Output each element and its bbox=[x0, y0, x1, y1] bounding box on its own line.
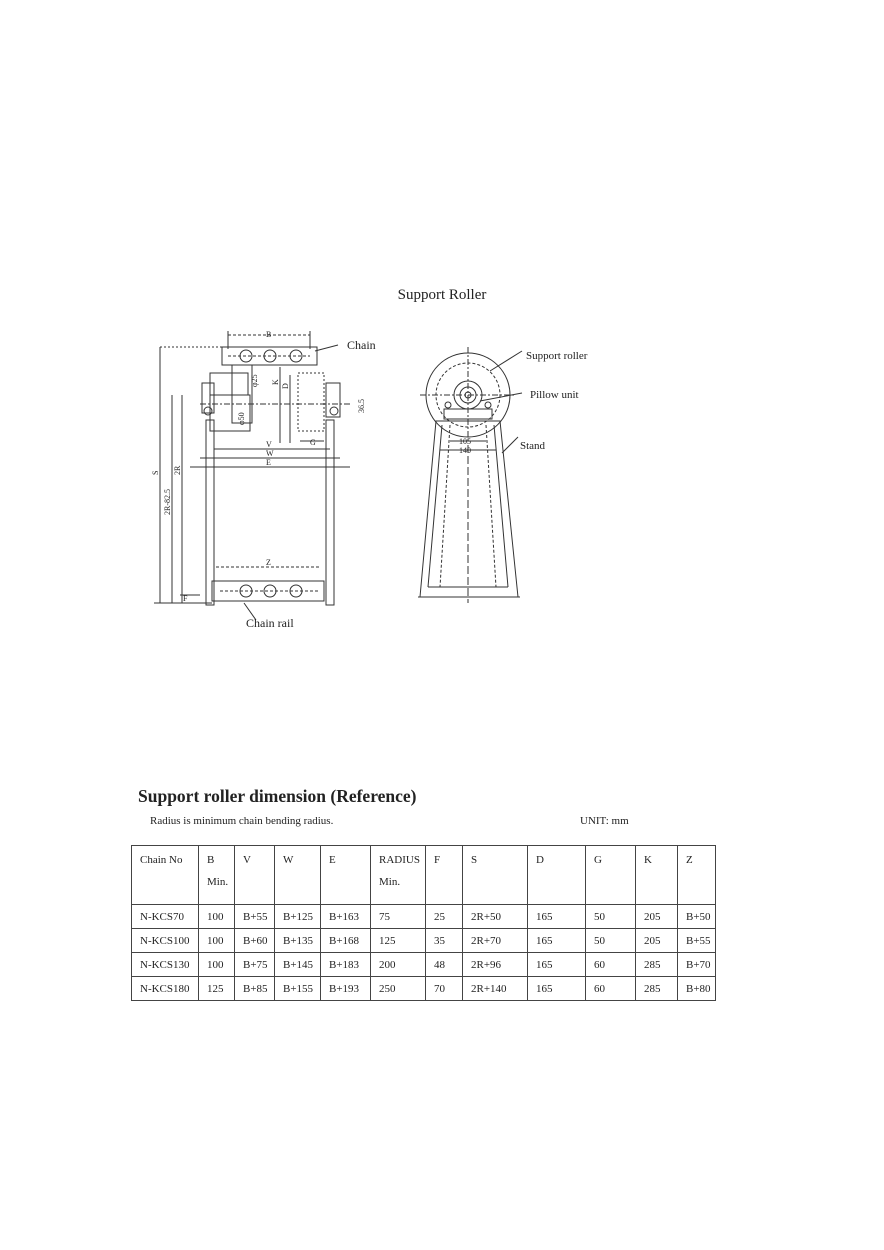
table-cell: 200 bbox=[371, 953, 426, 977]
table-cell: 50 bbox=[586, 905, 636, 929]
table-cell: N-KCS70 bbox=[132, 905, 199, 929]
dim-b: B bbox=[266, 330, 272, 339]
table-cell: 165 bbox=[528, 929, 586, 953]
section-title: Support roller dimension (Reference) bbox=[138, 786, 417, 806]
table-cell: 35 bbox=[426, 929, 463, 953]
table-cell: 100 bbox=[199, 953, 235, 977]
table-cell: B+85 bbox=[235, 977, 275, 1001]
table-cell: 48 bbox=[426, 953, 463, 977]
table-cell: 2R+140 bbox=[463, 977, 528, 1001]
support-roller-drawing bbox=[150, 325, 630, 635]
table-cell: 2R+50 bbox=[463, 905, 528, 929]
table-cell: 205 bbox=[636, 929, 678, 953]
table-cell: 165 bbox=[528, 905, 586, 929]
dim-v: V bbox=[266, 440, 272, 449]
table-cell: 100 bbox=[199, 905, 235, 929]
table-row bbox=[132, 905, 716, 929]
table-cell: B+55 bbox=[678, 929, 716, 953]
label-chain: Chain bbox=[347, 338, 376, 352]
table-cell: N-KCS100 bbox=[132, 929, 199, 953]
col-radius: RADIUS Min. bbox=[371, 846, 426, 905]
table-cell: B+60 bbox=[235, 929, 275, 953]
dim-105: 105 bbox=[459, 437, 471, 446]
col-k: K bbox=[636, 846, 678, 905]
dim-g: G bbox=[310, 438, 316, 447]
table-cell: 100 bbox=[199, 929, 235, 953]
dim-d: D bbox=[281, 383, 290, 389]
label-support-roller: Support roller bbox=[526, 350, 588, 362]
table-cell: B+70 bbox=[678, 953, 716, 977]
table-row bbox=[132, 953, 716, 977]
unit-label: UNIT: mm bbox=[580, 815, 629, 827]
table-row bbox=[132, 977, 716, 1001]
col-e: E bbox=[321, 846, 371, 905]
table-cell: 60 bbox=[586, 977, 636, 1001]
dim-w: W bbox=[266, 449, 274, 458]
dim-e: E bbox=[266, 458, 271, 467]
dim-phi50: φ50 bbox=[237, 412, 246, 425]
dim-36-5: 36.5 bbox=[357, 399, 366, 413]
table-cell: 70 bbox=[426, 977, 463, 1001]
table-header-row bbox=[132, 846, 716, 905]
dim-phi25: φ25 bbox=[250, 374, 259, 387]
table-cell: B+50 bbox=[678, 905, 716, 929]
label-pillow-unit: Pillow unit bbox=[530, 389, 579, 401]
col-b: B Min. bbox=[199, 846, 235, 905]
table-cell: B+75 bbox=[235, 953, 275, 977]
table-cell: B+125 bbox=[275, 905, 321, 929]
table-cell: B+193 bbox=[321, 977, 371, 1001]
figure-title: Support Roller bbox=[397, 287, 487, 303]
table-cell: 2R+96 bbox=[463, 953, 528, 977]
col-f: F bbox=[426, 846, 463, 905]
col-g: G bbox=[586, 846, 636, 905]
label-stand: Stand bbox=[520, 440, 546, 452]
table-cell: N-KCS180 bbox=[132, 977, 199, 1001]
table-cell: 285 bbox=[636, 953, 678, 977]
dim-k: K bbox=[271, 379, 280, 385]
table-cell: 165 bbox=[528, 977, 586, 1001]
table-cell: 250 bbox=[371, 977, 426, 1001]
label-chain-rail: Chain rail bbox=[246, 616, 294, 630]
dim-2r: 2R bbox=[173, 465, 182, 475]
table-row bbox=[132, 929, 716, 953]
col-chain-no: Chain No bbox=[132, 846, 199, 905]
table-cell: B+163 bbox=[321, 905, 371, 929]
table-cell: B+183 bbox=[321, 953, 371, 977]
dimension-table bbox=[131, 845, 716, 1001]
table-cell: B+80 bbox=[678, 977, 716, 1001]
table-cell: 50 bbox=[586, 929, 636, 953]
table-cell: B+55 bbox=[235, 905, 275, 929]
table-cell: 165 bbox=[528, 953, 586, 977]
col-z: Z bbox=[678, 846, 716, 905]
dim-f: F bbox=[183, 594, 188, 603]
table-cell: N-KCS130 bbox=[132, 953, 199, 977]
table-cell: B+168 bbox=[321, 929, 371, 953]
table-cell: B+145 bbox=[275, 953, 321, 977]
dim-z: Z bbox=[266, 558, 271, 567]
table-cell: 25 bbox=[426, 905, 463, 929]
table-cell: B+155 bbox=[275, 977, 321, 1001]
table-cell: B+135 bbox=[275, 929, 321, 953]
radius-note: Radius is minimum chain bending radius. bbox=[150, 815, 334, 827]
dim-2r-minus: 2R-82.5 bbox=[163, 489, 172, 515]
table-cell: 125 bbox=[371, 929, 426, 953]
table-cell: 75 bbox=[371, 905, 426, 929]
dim-s: S bbox=[151, 470, 160, 475]
table-cell: 60 bbox=[586, 953, 636, 977]
table-cell: 125 bbox=[199, 977, 235, 1001]
table-cell: 285 bbox=[636, 977, 678, 1001]
col-d: D bbox=[528, 846, 586, 905]
col-s: S bbox=[463, 846, 528, 905]
col-v: V bbox=[235, 846, 275, 905]
table-cell: 205 bbox=[636, 905, 678, 929]
dim-140: 140 bbox=[459, 446, 471, 455]
col-w: W bbox=[275, 846, 321, 905]
table-cell: 2R+70 bbox=[463, 929, 528, 953]
